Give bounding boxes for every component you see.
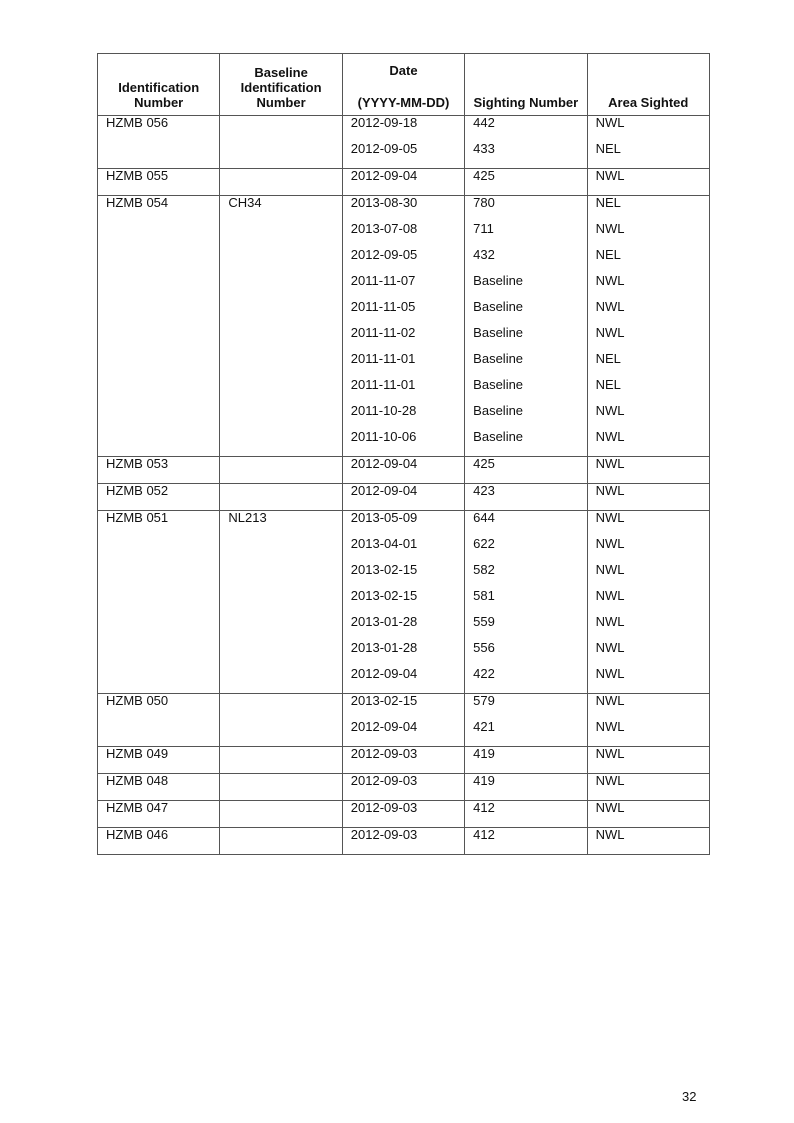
cell-baseline-identification-number xyxy=(220,326,342,352)
cell-baseline-identification-number xyxy=(220,641,342,667)
cell-identification-number: HZMB 056 xyxy=(98,116,220,143)
cell-date: 2013-05-09 xyxy=(342,511,464,538)
header-identification-number xyxy=(98,54,220,116)
cell-identification-number xyxy=(98,274,220,300)
cell-baseline-identification-number xyxy=(220,774,342,801)
cell-sighting-number: Baseline xyxy=(465,430,587,457)
header-sighting-label: Sighting Number xyxy=(473,95,579,110)
header-id-line2: Number xyxy=(134,95,184,110)
cell-area-sighted: NEL xyxy=(587,196,709,223)
table-row xyxy=(98,615,710,641)
page-number: 32 xyxy=(682,1089,697,1104)
cell-date: 2012-09-03 xyxy=(342,828,464,855)
table-row xyxy=(98,196,710,223)
table-row xyxy=(98,828,710,855)
table-row xyxy=(98,720,710,747)
cell-sighting-number: 622 xyxy=(465,537,587,563)
cell-sighting-number: 442 xyxy=(465,116,587,143)
cell-area-sighted: NWL xyxy=(587,169,709,196)
cell-sighting-number: 425 xyxy=(465,457,587,484)
cell-date: 2012-09-05 xyxy=(342,248,464,274)
cell-date: 2011-11-02 xyxy=(342,326,464,352)
cell-sighting-number: Baseline xyxy=(465,352,587,378)
cell-sighting-number: 419 xyxy=(465,747,587,774)
cell-identification-number xyxy=(98,641,220,667)
table-row xyxy=(98,641,710,667)
cell-baseline-identification-number xyxy=(220,694,342,721)
cell-baseline-identification-number xyxy=(220,589,342,615)
cell-date: 2011-10-28 xyxy=(342,404,464,430)
cell-identification-number xyxy=(98,248,220,274)
cell-identification-number xyxy=(98,378,220,404)
cell-sighting-number: 423 xyxy=(465,484,587,511)
cell-area-sighted: NWL xyxy=(587,537,709,563)
cell-area-sighted: NWL xyxy=(587,300,709,326)
cell-baseline-identification-number xyxy=(220,352,342,378)
header-area-label: Area Sighted xyxy=(608,95,689,110)
header-area-sighted xyxy=(587,54,709,116)
cell-identification-number: HZMB 051 xyxy=(98,511,220,538)
cell-sighting-number: 419 xyxy=(465,774,587,801)
cell-area-sighted: NWL xyxy=(587,747,709,774)
cell-sighting-number: 432 xyxy=(465,248,587,274)
cell-identification-number xyxy=(98,537,220,563)
header-row xyxy=(98,54,710,116)
cell-baseline-identification-number xyxy=(220,430,342,457)
cell-baseline-identification-number xyxy=(220,615,342,641)
cell-identification-number xyxy=(98,667,220,694)
table-row xyxy=(98,774,710,801)
header-date-line1: Date xyxy=(389,63,418,78)
cell-baseline-identification-number xyxy=(220,274,342,300)
table-row xyxy=(98,747,710,774)
cell-baseline-identification-number xyxy=(220,457,342,484)
table-row xyxy=(98,326,710,352)
cell-baseline-identification-number: CH34 xyxy=(220,196,342,223)
table-row xyxy=(98,142,710,169)
cell-baseline-identification-number xyxy=(220,537,342,563)
cell-baseline-identification-number xyxy=(220,484,342,511)
cell-identification-number xyxy=(98,563,220,589)
cell-date: 2013-08-30 xyxy=(342,196,464,223)
table-row xyxy=(98,694,710,721)
cell-area-sighted: NWL xyxy=(587,484,709,511)
cell-date: 2012-09-03 xyxy=(342,801,464,828)
cell-date: 2011-11-05 xyxy=(342,300,464,326)
cell-date: 2011-11-01 xyxy=(342,378,464,404)
cell-sighting-number: Baseline xyxy=(465,274,587,300)
table-row xyxy=(98,430,710,457)
cell-date: 2012-09-05 xyxy=(342,142,464,169)
cell-identification-number: HZMB 055 xyxy=(98,169,220,196)
cell-baseline-identification-number xyxy=(220,747,342,774)
table-row xyxy=(98,484,710,511)
header-id-line1: Identification xyxy=(118,80,200,95)
cell-identification-number xyxy=(98,720,220,747)
cell-sighting-number: Baseline xyxy=(465,378,587,404)
cell-identification-number xyxy=(98,300,220,326)
cell-area-sighted: NEL xyxy=(587,248,709,274)
dolphin-sightings-table xyxy=(97,53,710,855)
cell-identification-number xyxy=(98,142,220,169)
cell-area-sighted: NWL xyxy=(587,222,709,248)
table-row xyxy=(98,248,710,274)
cell-date: 2011-11-01 xyxy=(342,352,464,378)
cell-area-sighted: NWL xyxy=(587,274,709,300)
cell-area-sighted: NWL xyxy=(587,641,709,667)
header-baseline-identification-number xyxy=(220,54,342,116)
cell-baseline-identification-number xyxy=(220,828,342,855)
cell-sighting-number: 579 xyxy=(465,694,587,721)
cell-area-sighted: NWL xyxy=(587,326,709,352)
cell-date: 2012-09-04 xyxy=(342,484,464,511)
table-row xyxy=(98,801,710,828)
cell-sighting-number: 556 xyxy=(465,641,587,667)
cell-area-sighted: NWL xyxy=(587,457,709,484)
cell-identification-number xyxy=(98,352,220,378)
table-row xyxy=(98,222,710,248)
table-row xyxy=(98,511,710,538)
cell-baseline-identification-number xyxy=(220,169,342,196)
cell-area-sighted: NWL xyxy=(587,801,709,828)
cell-baseline-identification-number xyxy=(220,142,342,169)
cell-sighting-number: 422 xyxy=(465,667,587,694)
cell-baseline-identification-number xyxy=(220,563,342,589)
cell-area-sighted: NEL xyxy=(587,142,709,169)
cell-identification-number xyxy=(98,404,220,430)
cell-date: 2012-09-04 xyxy=(342,169,464,196)
header-baseline-line2: Identification xyxy=(240,80,322,95)
table-row xyxy=(98,563,710,589)
cell-sighting-number: 433 xyxy=(465,142,587,169)
cell-date: 2012-09-04 xyxy=(342,720,464,747)
cell-baseline-identification-number xyxy=(220,720,342,747)
cell-baseline-identification-number xyxy=(220,801,342,828)
cell-area-sighted: NWL xyxy=(587,430,709,457)
cell-sighting-number: 421 xyxy=(465,720,587,747)
cell-area-sighted: NEL xyxy=(587,352,709,378)
table-body xyxy=(98,116,710,855)
cell-date: 2012-09-18 xyxy=(342,116,464,143)
table-row xyxy=(98,589,710,615)
table-row xyxy=(98,274,710,300)
cell-date: 2013-04-01 xyxy=(342,537,464,563)
header-date-line2: (YYYY-MM-DD) xyxy=(357,95,450,110)
cell-sighting-number: Baseline xyxy=(465,300,587,326)
cell-date: 2011-10-06 xyxy=(342,430,464,457)
cell-area-sighted: NWL xyxy=(587,116,709,143)
table-header xyxy=(98,54,710,116)
cell-sighting-number: 582 xyxy=(465,563,587,589)
cell-date: 2013-02-15 xyxy=(342,694,464,721)
cell-sighting-number: Baseline xyxy=(465,404,587,430)
cell-sighting-number: 644 xyxy=(465,511,587,538)
cell-date: 2011-11-07 xyxy=(342,274,464,300)
cell-date: 2012-09-04 xyxy=(342,457,464,484)
cell-identification-number: HZMB 049 xyxy=(98,747,220,774)
cell-identification-number xyxy=(98,615,220,641)
header-baseline-line1: Baseline xyxy=(254,65,308,80)
table-row xyxy=(98,537,710,563)
cell-area-sighted: NWL xyxy=(587,774,709,801)
cell-sighting-number: 412 xyxy=(465,801,587,828)
cell-date: 2012-09-03 xyxy=(342,747,464,774)
cell-identification-number: HZMB 054 xyxy=(98,196,220,223)
cell-date: 2013-02-15 xyxy=(342,589,464,615)
cell-area-sighted: NWL xyxy=(587,511,709,538)
cell-sighting-number: 412 xyxy=(465,828,587,855)
cell-identification-number xyxy=(98,430,220,457)
cell-date: 2013-02-15 xyxy=(342,563,464,589)
cell-identification-number: HZMB 048 xyxy=(98,774,220,801)
cell-area-sighted: NWL xyxy=(587,667,709,694)
cell-date: 2013-07-08 xyxy=(342,222,464,248)
header-baseline-line3: Number xyxy=(256,95,306,110)
cell-baseline-identification-number xyxy=(220,378,342,404)
cell-sighting-number: 559 xyxy=(465,615,587,641)
cell-sighting-number: 425 xyxy=(465,169,587,196)
cell-date: 2012-09-03 xyxy=(342,774,464,801)
cell-baseline-identification-number xyxy=(220,667,342,694)
cell-sighting-number: 711 xyxy=(465,222,587,248)
cell-sighting-number: Baseline xyxy=(465,326,587,352)
cell-identification-number: HZMB 053 xyxy=(98,457,220,484)
cell-baseline-identification-number xyxy=(220,300,342,326)
table-row xyxy=(98,352,710,378)
table-row xyxy=(98,404,710,430)
table-row xyxy=(98,667,710,694)
table-row xyxy=(98,378,710,404)
cell-baseline-identification-number xyxy=(220,222,342,248)
cell-area-sighted: NWL xyxy=(587,720,709,747)
header-sighting-number xyxy=(465,54,587,116)
table-row xyxy=(98,116,710,143)
cell-area-sighted: NWL xyxy=(587,694,709,721)
cell-area-sighted: NWL xyxy=(587,589,709,615)
cell-identification-number xyxy=(98,589,220,615)
header-date xyxy=(342,54,464,116)
cell-baseline-identification-number: NL213 xyxy=(220,511,342,538)
cell-baseline-identification-number xyxy=(220,116,342,143)
cell-area-sighted: NEL xyxy=(587,378,709,404)
cell-identification-number: HZMB 046 xyxy=(98,828,220,855)
table-row xyxy=(98,300,710,326)
cell-baseline-identification-number xyxy=(220,404,342,430)
cell-identification-number xyxy=(98,326,220,352)
cell-identification-number xyxy=(98,222,220,248)
table-row xyxy=(98,457,710,484)
cell-area-sighted: NWL xyxy=(587,828,709,855)
cell-sighting-number: 581 xyxy=(465,589,587,615)
cell-sighting-number: 780 xyxy=(465,196,587,223)
cell-date: 2012-09-04 xyxy=(342,667,464,694)
cell-area-sighted: NWL xyxy=(587,404,709,430)
table-row xyxy=(98,169,710,196)
cell-date: 2013-01-28 xyxy=(342,641,464,667)
cell-identification-number: HZMB 047 xyxy=(98,801,220,828)
cell-identification-number: HZMB 050 xyxy=(98,694,220,721)
cell-baseline-identification-number xyxy=(220,248,342,274)
cell-identification-number: HZMB 052 xyxy=(98,484,220,511)
cell-area-sighted: NWL xyxy=(587,563,709,589)
cell-date: 2013-01-28 xyxy=(342,615,464,641)
cell-area-sighted: NWL xyxy=(587,615,709,641)
